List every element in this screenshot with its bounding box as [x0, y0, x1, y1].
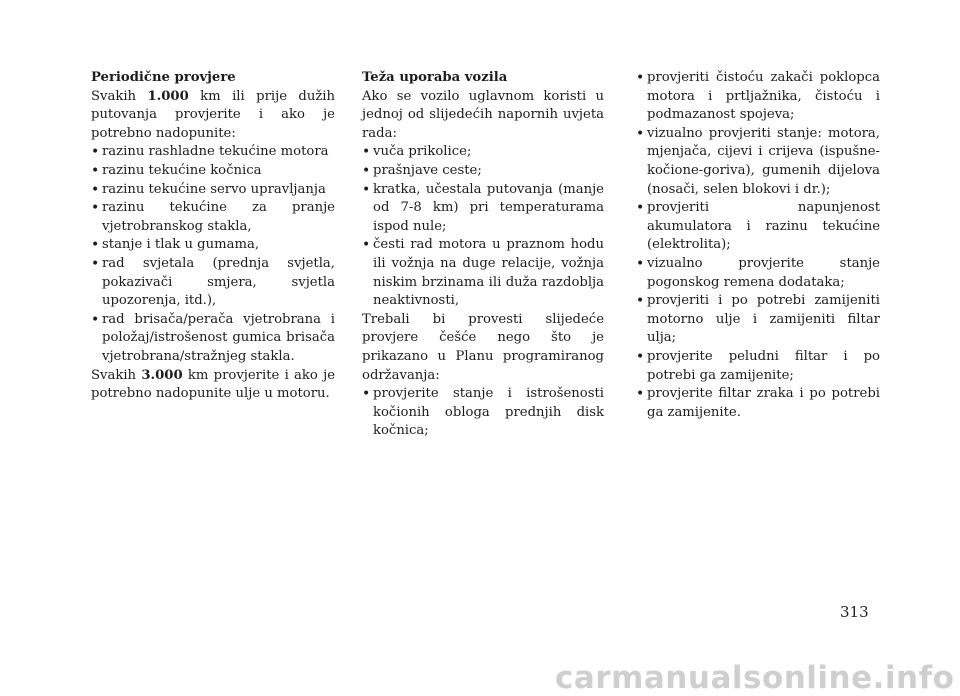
column-right [636, 69, 880, 422]
additional-checks-list [636, 69, 880, 422]
heavy-use-checks-list [362, 385, 604, 441]
column-middle [362, 69, 604, 441]
list-item: • česti rad motora u praznom hodu ili vožnja na duge relacije, vožnja niskim brzinama ili duža razdoblja neaktivnosti, [362, 236, 604, 310]
heavy-use-intro: Ako se vozilo uglavnom koristi u jednoj od slijedećih napornih uvjeta rada: [362, 88, 604, 141]
outro-km-value: 3.000 [141, 367, 183, 383]
watermark-text: carmanualsonline.info [555, 660, 955, 696]
list-item: • vizualno provjeriti stanje: motora, mjenjača, cijevi i crijeva (ispušne-kočione-goriva), gumenih dijelova (nosači, selen blokovi i dr.); [636, 125, 880, 199]
list-item: • stanje i tlak u gumama, [91, 236, 335, 255]
column-left [91, 69, 335, 404]
list-item: • provjeriti čistoću zakači poklopca motora i prtljažnika, čistoću i podmazanost spojeva; [636, 69, 880, 125]
intro-post: km ili prije dužih putovanja provjerite i ako je potrebno nadopunite: [91, 88, 335, 141]
list-item: • razinu tekućine za pranje vjetrobranskog stakla, [91, 199, 335, 236]
list-item: • razinu tekućine servo upravljanja [91, 181, 335, 200]
list-item: • vuča prikolice; [362, 143, 604, 162]
outro-post: km provjerite i ako je potrebno nadopunite ulje u motoru. [91, 367, 336, 402]
list-item: • provjeriti i po potrebi zamijeniti motorno ulje i zamijeniti filtar ulja; [636, 292, 880, 348]
page-number: 313 [840, 603, 869, 621]
list-item: • provjerite stanje i istrošenosti kočionih obloga prednjih disk kočnica; [362, 385, 604, 441]
periodic-checks-list [91, 143, 335, 366]
intro-km-value: 1.000 [147, 88, 189, 104]
list-item: • provjerite peludni filtar i po potrebi ga zamijenite; [636, 348, 880, 385]
list-item: • provjerite filtar zraka i po potrebi ga zamijenite. [636, 385, 880, 422]
section-heading-periodic-checks: Periodične provjere [91, 70, 236, 85]
heavy-use-paragraph: Trebali bi provesti slijedeće provjere češće nego što je prikazano u Planu programiranog održavanja: [362, 311, 604, 383]
list-item: • provjeriti napunjenost akumulatora i razinu tekućine (elektrolita); [636, 199, 880, 255]
outro-pre: Svakih [91, 367, 142, 383]
heavy-use-conditions-list [362, 143, 604, 310]
list-item: • razinu rashladne tekućine motora [91, 143, 335, 162]
list-item: • vizualno provjerite stanje pogonskog remena dodataka; [636, 255, 880, 292]
outro-paragraph [91, 367, 335, 404]
list-item: • prašnjave ceste; [362, 162, 604, 181]
section-heading-heavy-use: Teža uporaba vozila [362, 70, 508, 85]
list-item: • kratka, učestala putovanja (manje od 7-8 km) pri temperaturama ispod nule; [362, 181, 604, 237]
list-item: • rad svjetala (prednja svjetla, pokazivači smjera, svjetla upozorenja, itd.), [91, 255, 335, 311]
list-item: • razinu tekućine kočnica [91, 162, 335, 181]
intro-pre: Svakih [91, 88, 148, 104]
intro-paragraph [91, 88, 335, 144]
list-item: • rad brisača/perača vjetrobrana i položaj/istrošenost gumica brisača vjetrobrana/stražnjeg stakla. [91, 311, 335, 367]
